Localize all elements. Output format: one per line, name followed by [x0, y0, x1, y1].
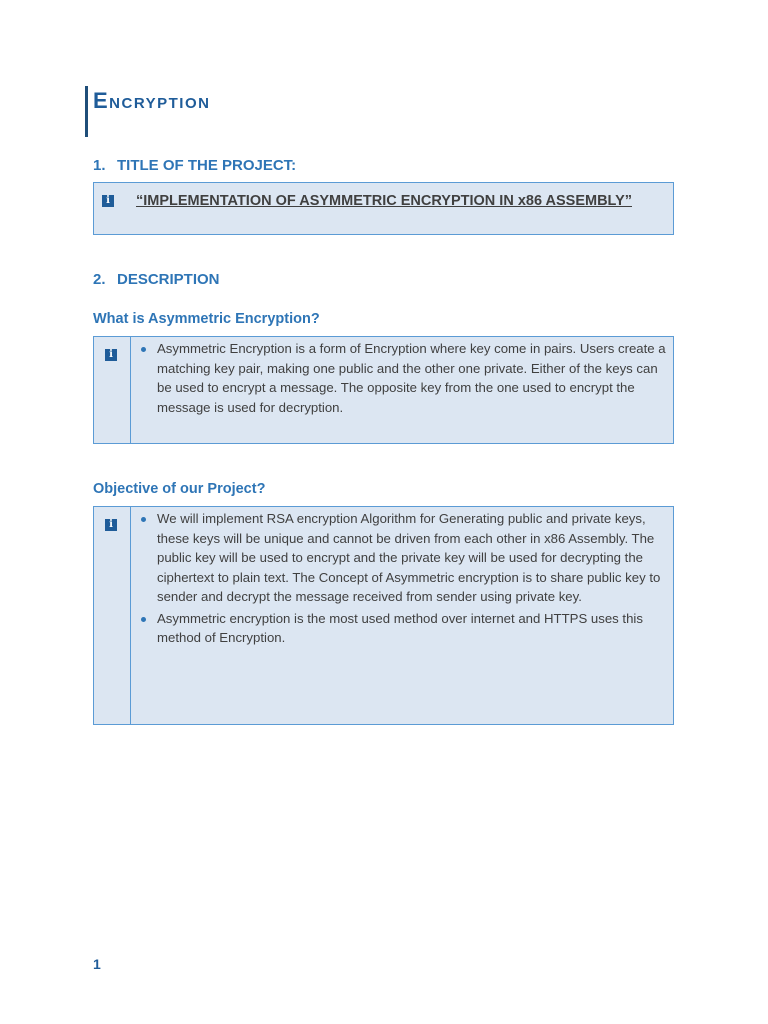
subheading-what-is: What is Asymmetric Encryption?	[93, 311, 320, 327]
page-number: 1	[93, 956, 101, 972]
title-accent-bar	[85, 86, 88, 137]
section-heading-text: TITLE OF THE PROJECT:	[117, 157, 297, 174]
what-is-box	[93, 336, 674, 444]
section-number: 2.	[93, 271, 106, 288]
bullet-item: Asymmetric Encryption is a form of Encryption where key come in pairs. Users create a matching key pair, making one public and the other one private. Either of the keys can be used to encrypt a message. The opposite key from the one used to encrypt the message is used for decryption.	[138, 339, 667, 417]
icon-column	[94, 337, 131, 443]
project-title-box	[93, 182, 674, 235]
objective-box	[93, 506, 674, 725]
bullet-list	[138, 509, 667, 650]
info-icon: i	[102, 195, 114, 207]
subheading-objective: Objective of our Project?	[93, 481, 266, 497]
bullet-item: Asymmetric encryption is the most used method over internet and HTTPS uses this method of Encryption.	[138, 609, 667, 648]
section-heading-text: DESCRIPTION	[117, 271, 220, 288]
bullet-item: We will implement RSA encryption Algorithm for Generating public and private keys, these keys will be unique and cannot be driven from each other in x86 Assembly. The public key will be used to encrypt and the private key will be used for decrypting the ciphertext to plain text. The Concept of Asymmetric encryption is to share public key to sender and decrypt the message received from sender using private key.	[138, 509, 667, 607]
section-heading-description	[93, 271, 220, 288]
project-title-text: “IMPLEMENTATION OF ASYMMETRIC ENCRYPTION IN x86 ASSEMBLY”	[136, 193, 632, 209]
info-icon: i	[105, 519, 117, 531]
icon-column	[94, 507, 131, 724]
info-icon: i	[105, 349, 117, 361]
section-number: 1.	[93, 157, 106, 174]
bullet-list	[138, 339, 667, 419]
document-title: Encryption	[93, 88, 211, 113]
section-heading-title	[93, 157, 296, 174]
